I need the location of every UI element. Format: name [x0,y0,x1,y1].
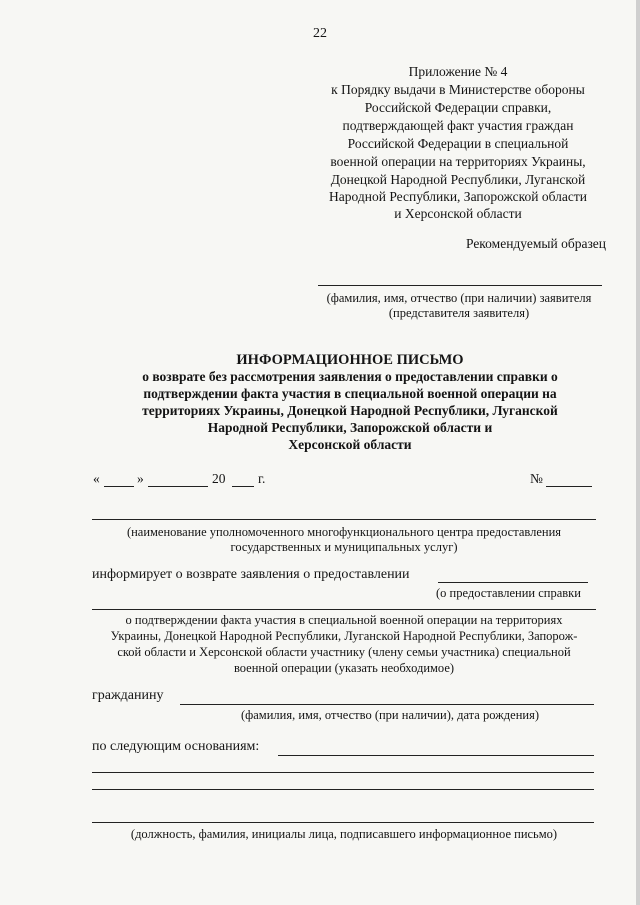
number-field[interactable] [546,486,592,487]
appendix-line: подтверждающей факт участия граждан [342,118,574,133]
certificate-line[interactable] [92,609,596,610]
signature-line[interactable] [92,822,594,823]
date-year-prefix: 20 [212,471,226,486]
center-caption: (наименование уполномоченного многофункционального центра предоставления [126,525,562,539]
grounds-line[interactable] [92,772,594,773]
number-label: № [530,471,543,486]
grounds-line[interactable] [92,789,594,790]
date-close-quote: » [137,471,144,486]
date-open-quote: « [93,471,100,486]
recommended-sample-label: Рекомендуемый образец [465,236,606,251]
certificate-description-line: военной операции (указать необходимое) [233,661,455,675]
citizen-caption: (фамилия, имя, отчество (при наличии), дата рождения) [241,708,539,722]
informs-text: информирует о возврате заявления о предоставлении [92,567,410,582]
certificate-description-line: о подтверждении факта участия в специальной военной операции на территориях [125,613,563,627]
date-year-suffix: г. [258,471,266,486]
grounds-label: по следующим основаниям: [92,739,260,754]
letter-title: ИНФОРМАЦИОННОЕ ПИСЬМО [236,352,464,368]
applicant-caption: (фамилия, имя, отчество (при наличии) заявителя [326,291,592,305]
letter-subtitle-line: подтверждении факта участия в специальной военной операции на [143,386,557,401]
informs-field[interactable] [438,582,588,583]
appendix-line: Донецкой Народной Республики, Луганской [330,172,586,187]
page-number: 22 [313,26,327,41]
appendix-line: и Херсонской области [394,206,522,221]
date-day-field[interactable] [104,486,134,487]
date-year-field[interactable] [232,486,254,487]
letter-subtitle-line: Народной Республики, Запорожской области и [207,420,493,435]
date-month-field[interactable] [148,486,208,487]
citizen-label: гражданину [92,688,164,703]
center-name-line[interactable] [92,519,596,520]
appendix-line: военной операции на территориях Украины, [330,154,586,169]
center-caption-sub: государственных и муниципальных услуг) [230,540,458,554]
grounds-field[interactable] [278,755,594,756]
appendix-title: Приложение № 4 [408,64,508,79]
certificate-description-line: ской области и Херсонской области участнику (члену семьи участника) специальной [117,645,571,659]
appendix-line: к Порядку выдачи в Министерстве обороны [331,82,585,97]
certificate-description-line: Украины, Донецкой Народной Республики, Луганской Народной Республики, Запорож- [110,629,578,643]
citizen-field[interactable] [180,704,594,705]
applicant-name-line[interactable] [318,285,602,286]
appendix-line: Российской Федерации в специальной [347,136,569,151]
letter-subtitle-line: территориях Украины, Донецкой Народной Республики, Луганской [142,403,558,418]
signature-caption: (должность, фамилия, инициалы лица, подписавшего информационное письмо) [130,827,558,841]
letter-subtitle-line: Херсонской области [288,437,412,452]
certificate-caption: (о предоставлении справки [436,586,581,600]
letter-subtitle-line: о возврате без рассмотрения заявления о предоставлении справки о [142,369,558,384]
applicant-caption-sub: (представителя заявителя) [388,306,530,320]
appendix-line: Российской Федерации справки, [364,100,552,115]
appendix-line: Народной Республики, Запорожской области [329,189,587,204]
